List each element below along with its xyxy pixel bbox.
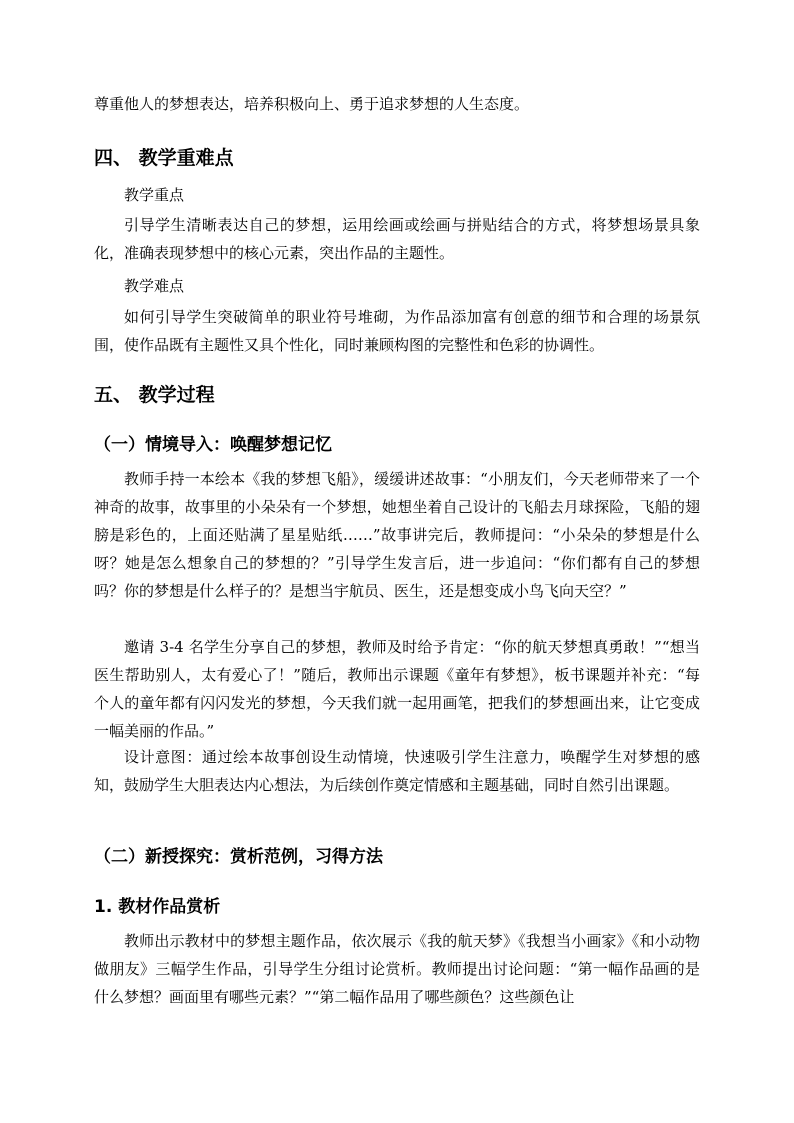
- part-1-paragraph-1: 教师手持一本绘本《我的梦想飞船》，缓缓讲述故事：“小朋友们，今天老师带来了一个神奇的故事，故事里的小朵朵有一个梦想，她想坐着自己设计的飞船去月球探险，飞船的翅膀是彩色的，上面还贴满了星星贴纸……”故事讲完后，教师提问：“小朵朵的梦想是什么呀？她是怎么想象自己的梦想的？”引导学生发言后，进一步追问：“你们都有自己的梦想吗？你的梦想是什么样子的？是想当宇航员、医生，还是想变成小鸟飞向天空？”: [94, 470, 700, 600]
- subsection-1-heading: 1. 教材作品赏析: [94, 897, 221, 917]
- section-5-heading: 五、 教学过程: [94, 384, 215, 406]
- part-2-heading: （二）新授探究：赏析范例，习得方法: [94, 847, 383, 867]
- part-1-paragraph-2: 邀请 3-4 名学生分享自己的梦想，教师及时给予肯定：“你的航天梦想真勇敢！”“想当医生帮助别人，太有爱心了！”随后，教师出示课题《童年有梦想》，板书课题并补充：“每个人的童年都有闪闪发光的梦想，今天我们就一起用画笔，把我们的梦想画出来，让它变成一幅美丽的作品。”: [94, 638, 700, 740]
- section-4-heading: 四、 教学重难点: [94, 147, 234, 169]
- part-1-heading: （一）情境导入：唤醒梦想记忆: [94, 435, 332, 455]
- difficulty-label: 教学难点: [124, 277, 185, 295]
- difficulty-text: 如何引导学生突破简单的职业符号堆砌，为作品添加富有创意的细节和合理的场景氛围，使作品既有主题性又具个性化，同时兼顾构图的完整性和色彩的协调性。: [94, 308, 700, 354]
- key-point-text: 引导学生清晰表达自己的梦想，运用绘画或绘画与拼贴结合的方式，将梦想场景具象化，准确表现梦想中的核心元素，突出作品的主题性。: [94, 216, 700, 262]
- subsection-1-paragraph: 教师出示教材中的梦想主题作品，依次展示《我的航天梦》《我想当小画家》《和小动物做朋友》三幅学生作品，引导学生分组讨论赏析。教师提出讨论问题：“第一幅作品画的是什么梦想？画面里有哪些元素？”“第二幅作品用了哪些颜色？这些颜色让: [94, 932, 700, 1006]
- key-point-label: 教学重点: [124, 186, 185, 204]
- paragraph-intro-tail: 尊重他人的梦想表达，培养积极向上、勇于追求梦想的人生态度。: [94, 95, 530, 113]
- part-1-design-intent: 设计意图：通过绘本故事创设生动情境，快速吸引学生注意力，唤醒学生对梦想的感知，鼓励学生大胆表达内心想法，为后续创作奠定情感和主题基础，同时自然引出课题。: [94, 748, 700, 794]
